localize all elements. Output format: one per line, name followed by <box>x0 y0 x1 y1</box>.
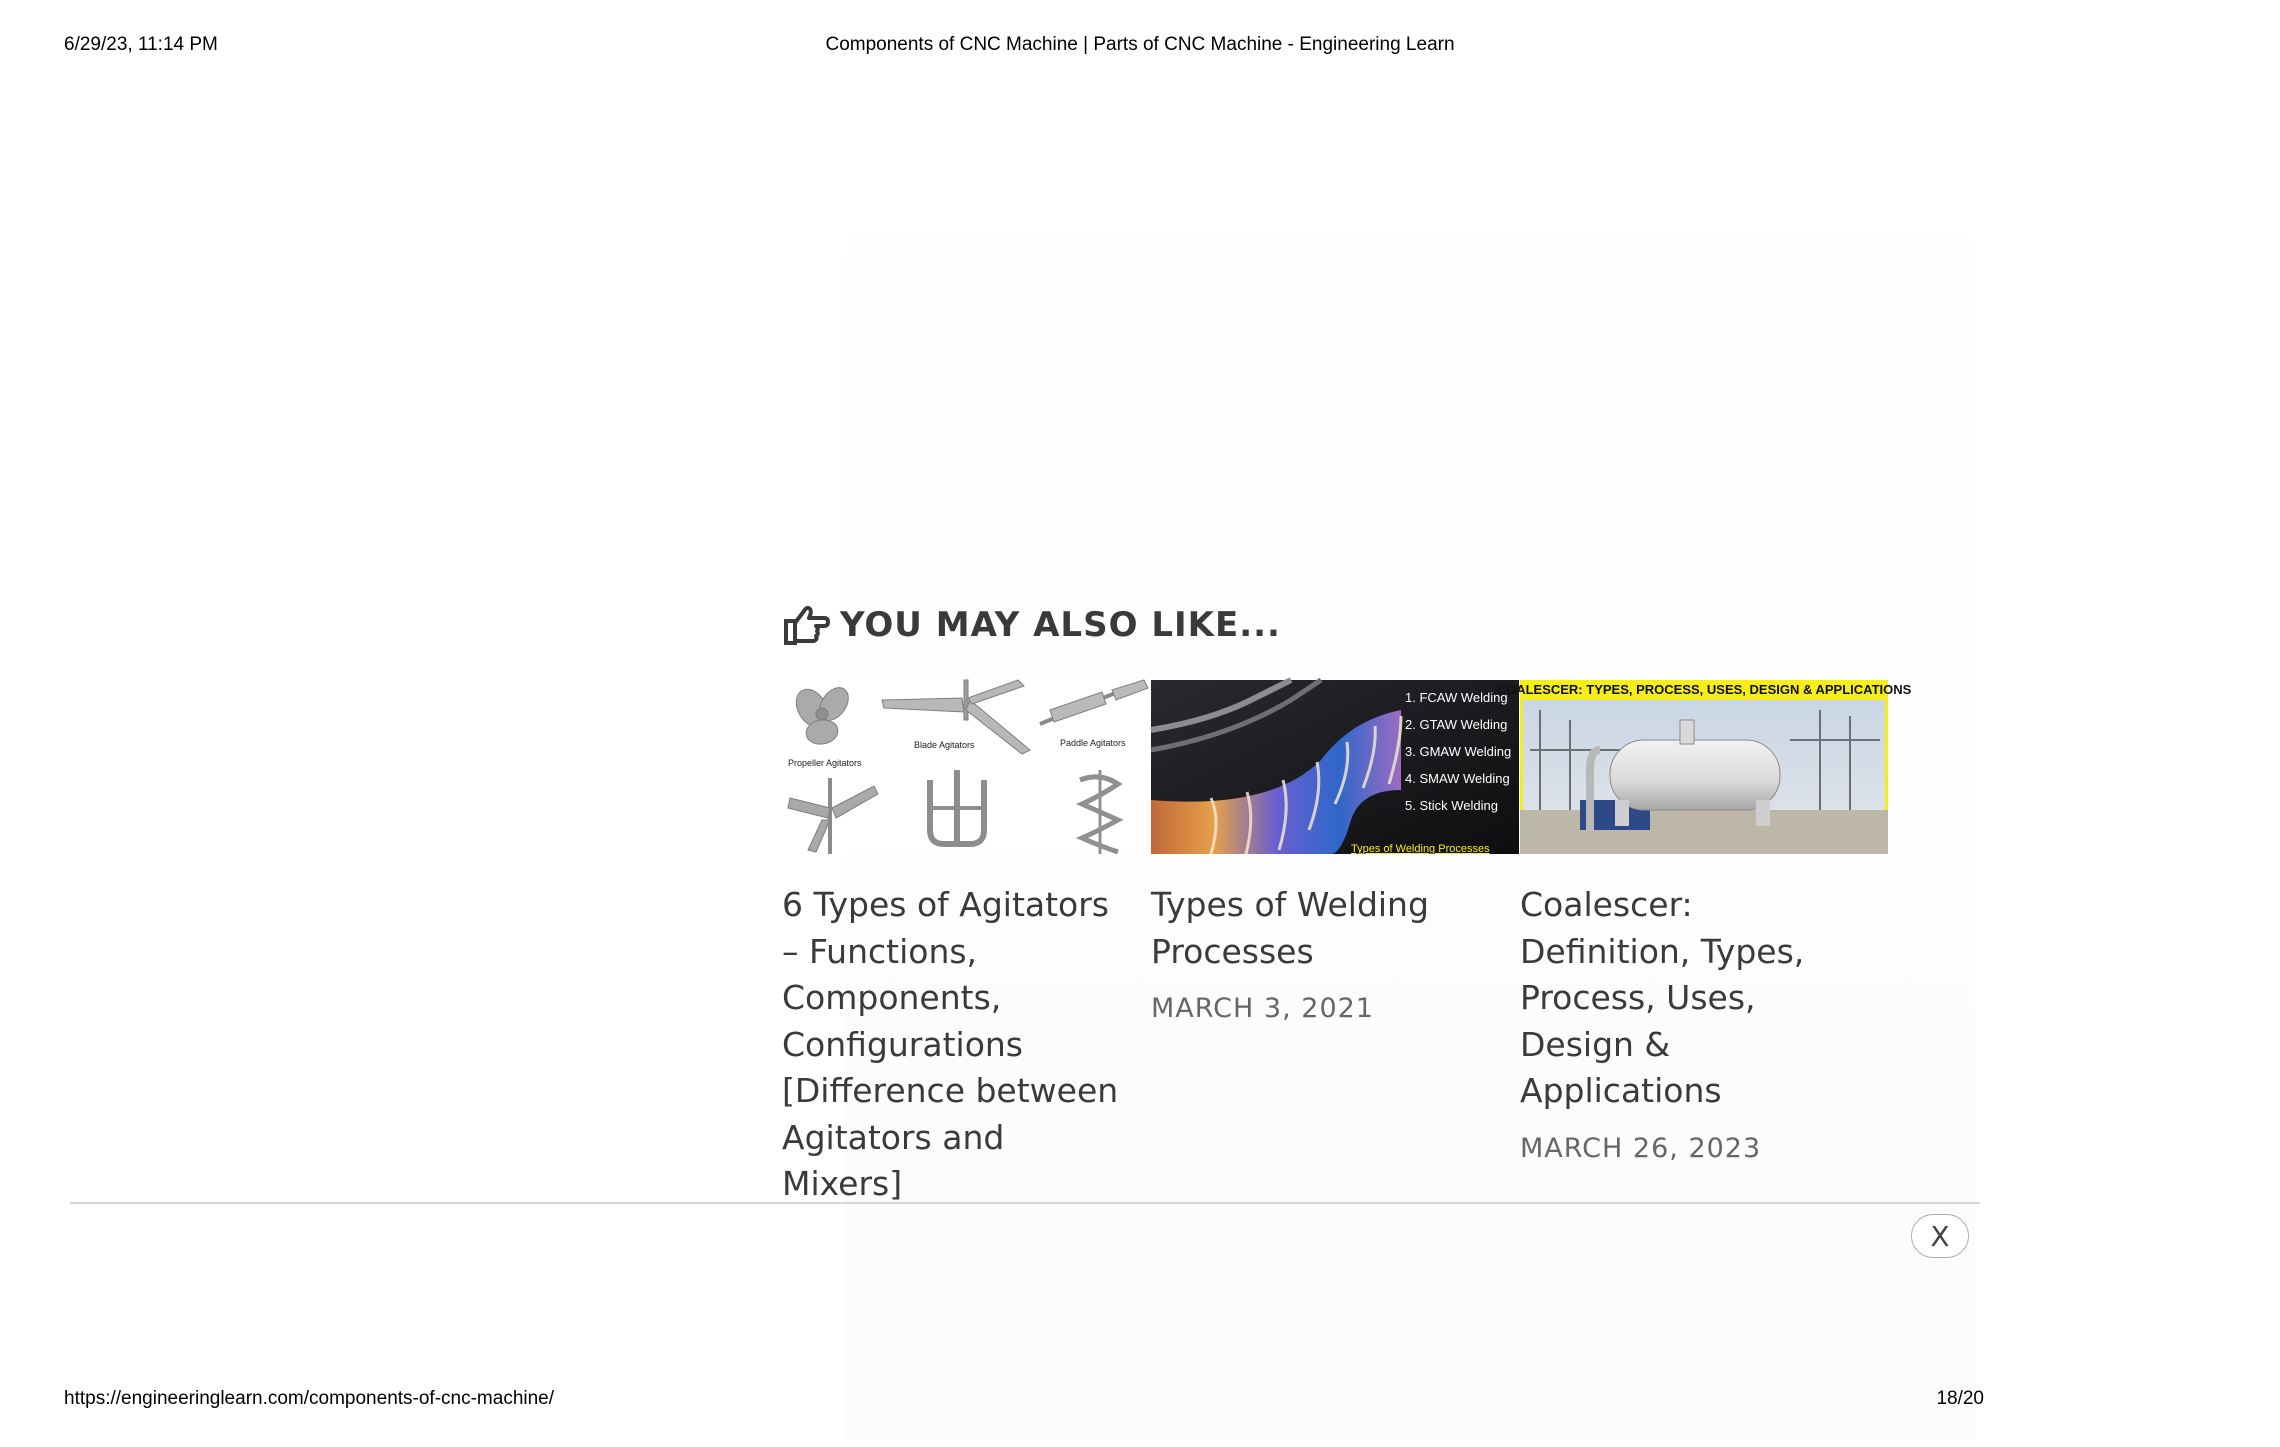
svg-text:5. Stick Welding: 5. Stick Welding <box>1405 798 1498 813</box>
related-post-title[interactable]: Types of Welding Processes <box>1151 885 1429 971</box>
related-heading-text: YOU MAY ALSO LIKE... <box>840 605 1281 645</box>
svg-text:Types of Welding Processes: Types of Welding Processes <box>1351 843 1490 855</box>
print-footer-url: https://engineeringlearn.com/components-of-cnc-machine/ <box>64 1388 555 1409</box>
print-header-date: 6/29/23, 11:14 PM <box>64 34 218 55</box>
print-footer-page-number: 18/20 <box>1936 1388 1984 1409</box>
related-post-card <box>782 680 1150 1208</box>
agitators-thumbnail[interactable] <box>782 680 1150 854</box>
welding-thumbnail[interactable] <box>1151 680 1519 854</box>
svg-text:Blade Agitators: Blade Agitators <box>914 740 975 750</box>
sticky-ad-divider <box>70 1202 1980 1204</box>
related-posts-section <box>782 598 1912 1203</box>
related-post-title[interactable]: Coalescer: Definition, Types, Process, Uses, Design & Applications <box>1520 885 1805 1110</box>
close-button[interactable]: X <box>1911 1214 1969 1258</box>
svg-text:4. SMAW Welding: 4. SMAW Welding <box>1405 771 1510 786</box>
coalescer-thumbnail[interactable] <box>1496 680 1912 854</box>
svg-text:1. FCAW Welding: 1. FCAW Welding <box>1405 690 1508 705</box>
print-header-title: Components of CNC Machine | Parts of CNC Machine - Engineering Learn <box>825 34 1455 55</box>
svg-text:COALESCER: TYPES, PROCESS, USE: COALESCER: TYPES, PROCESS, USES, DESIGN & APPLICATIONS <box>1496 682 1912 697</box>
svg-text:3. GMAW Welding: 3. GMAW Welding <box>1405 744 1512 759</box>
related-post-date: MARCH 26, 2023 <box>1520 1132 1762 1164</box>
svg-text:2. GTAW Welding: 2. GTAW Welding <box>1405 717 1508 732</box>
related-post-card <box>1496 680 1912 1164</box>
related-posts-heading <box>782 598 1892 652</box>
svg-text:Propeller Agitators: Propeller Agitators <box>788 758 862 768</box>
related-post-date: MARCH 3, 2021 <box>1151 993 1374 1024</box>
svg-text:Paddle Agitators: Paddle Agitators <box>1060 738 1126 748</box>
related-post-title[interactable]: 6 Types of Agitators – Functions, Components, Configurations [Difference between Agitators and Mixers] <box>782 885 1119 1203</box>
related-post-card <box>1151 680 1519 1024</box>
thumbs-pointing-icon <box>782 603 830 647</box>
